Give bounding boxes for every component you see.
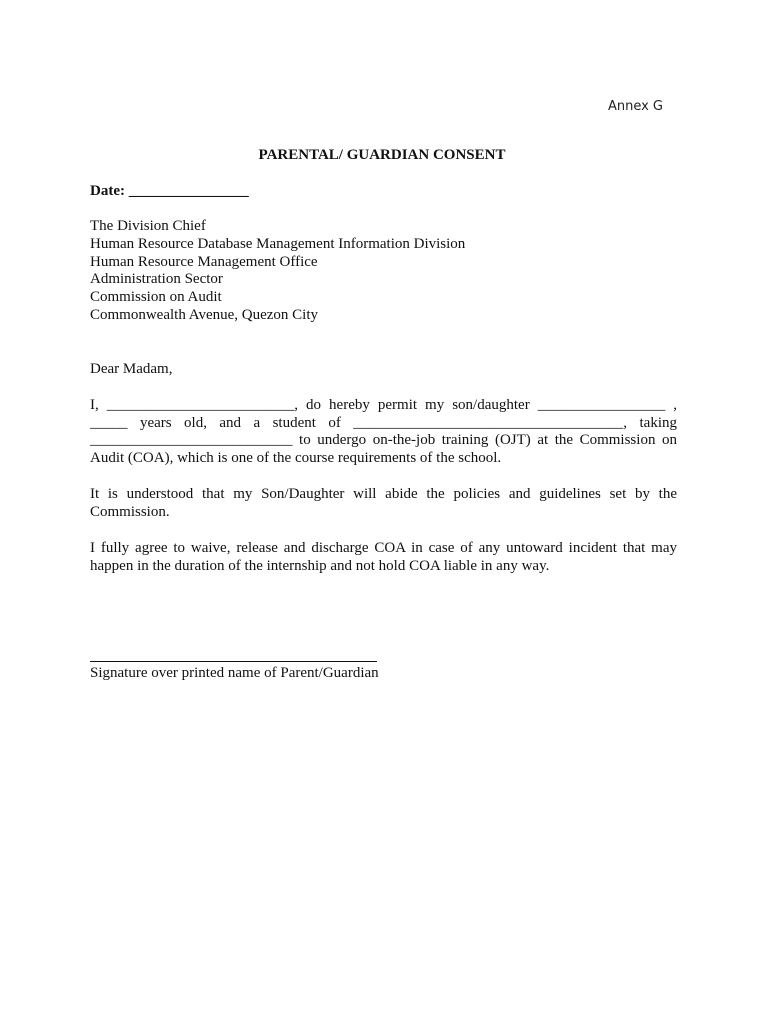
- paragraph-line: I, _________________________, do hereby permit my son/daughter _________________ ,: [90, 397, 677, 413]
- recipient-address: [90, 218, 465, 325]
- address-line: The Division Chief: [90, 218, 206, 234]
- paragraph-line: ___________________________ to undergo on-the-job training (OJT) at the Commission on: [90, 432, 677, 449]
- address-line: Human Resource Management Office: [90, 253, 318, 270]
- paragraph-line: Commission.: [90, 503, 170, 520]
- paragraph-line: It is understood that my Son/Daughter will abide the policies and guidelines set by the: [90, 486, 677, 502]
- address-line: Human Resource Database Management Information Division: [90, 235, 466, 252]
- paragraph-line: I fully agree to waive, release and discharge COA in case of any untoward incident that may: [90, 540, 677, 556]
- waiver-paragraph: [90, 540, 677, 575]
- paragraph-line: _____ years old, and a student of ____________________________________, taking: [90, 414, 677, 431]
- paragraph-line: happen in the duration of the internship and not hold COA liable in any way.: [90, 557, 550, 574]
- address-line: Administration Sector: [90, 271, 223, 288]
- salutation: Dear Madam,: [90, 361, 173, 377]
- document-title: PARENTAL/ GUARDIAN CONSENT: [258, 147, 506, 163]
- address-line: Commission on Audit: [90, 289, 222, 306]
- annex-label: Annex G: [607, 99, 663, 114]
- paragraph-line: Audit (COA), which is one of the course requirements of the school.: [90, 449, 502, 466]
- date-line: Date: ________________: [90, 183, 249, 199]
- consent-paragraph: [90, 397, 677, 467]
- address-line: Commonwealth Avenue, Quezon City: [90, 306, 319, 323]
- signature-label: Signature over printed name of Parent/Guardian: [90, 665, 379, 681]
- understanding-paragraph: [90, 486, 677, 521]
- signature-line: [90, 661, 377, 662]
